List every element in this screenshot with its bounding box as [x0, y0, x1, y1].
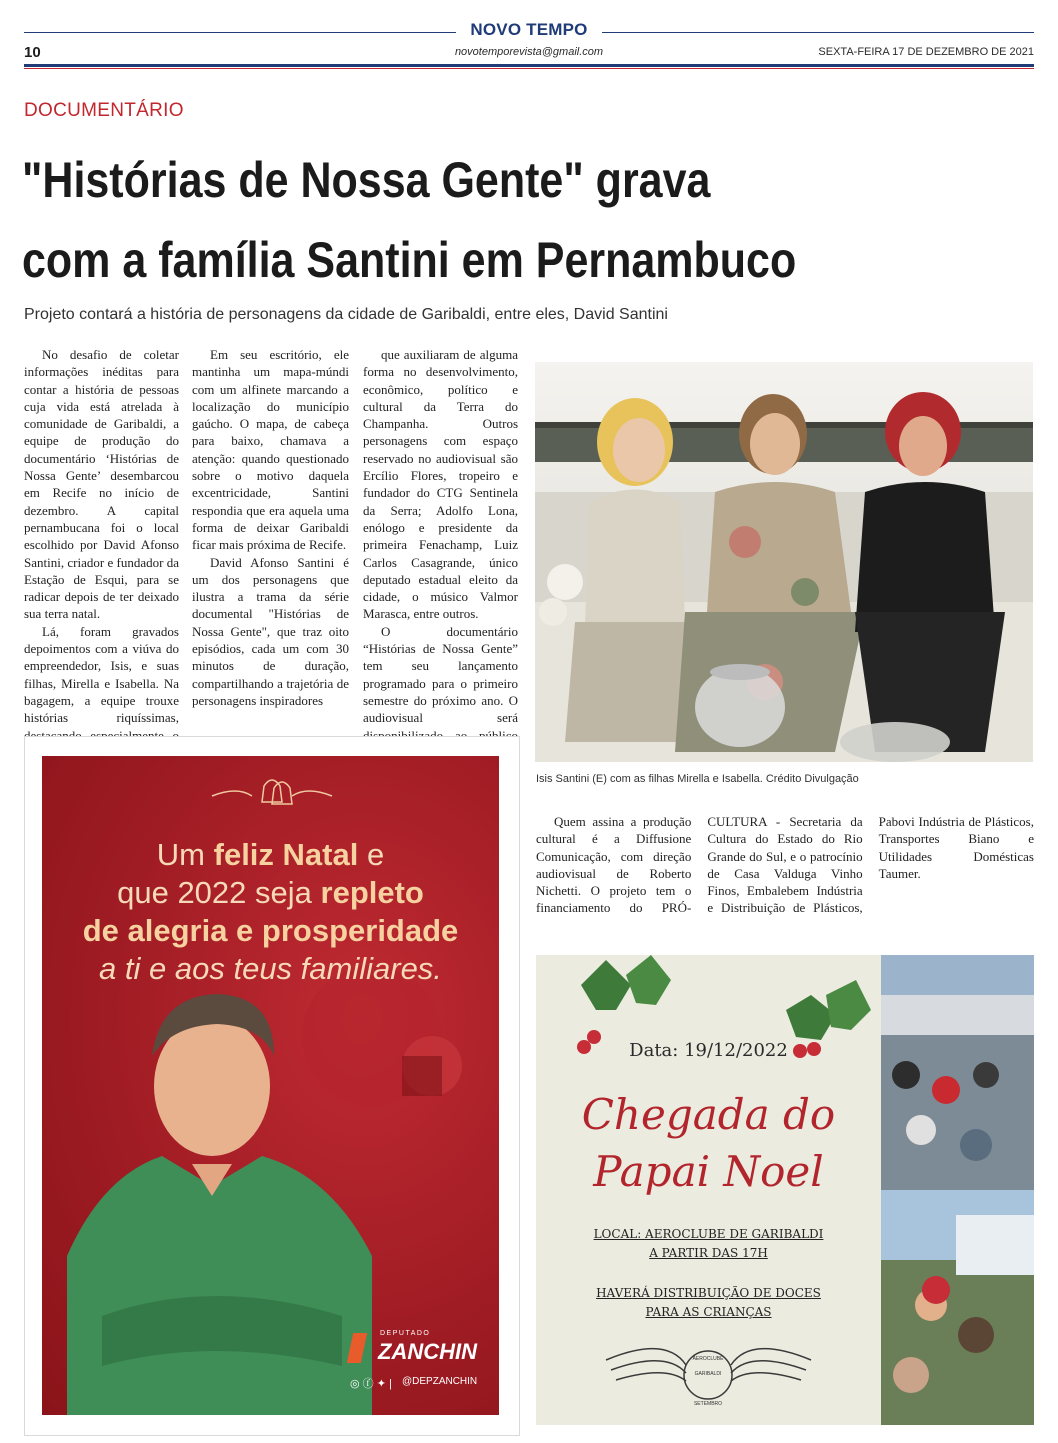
event-info-line-2: PARA AS CRIANÇAS — [645, 1305, 772, 1319]
article-photo — [535, 362, 1033, 762]
paragraph: que auxiliaram de alguma forma no desenvolvimento, econômico, político e cultural da Terra do Champanha. Outros personagens com espaço reservado no audiovisual são Ercílio Flores, tropeiro e fundador do CTG Sentinela da Serra; Adolfo Lona, enólogo e presidente da primeira Fenachamp, Luiz Carlos Casagrande, único deputado estadual eleito da cidade, o músico Valmor Marasca, entre outros. — [363, 347, 518, 622]
ad-brand-name: ZANCHIN — [378, 1339, 477, 1364]
ad-brand-label: DEPUTADO — [380, 1330, 431, 1337]
emblem-mid-text: GARIBALDI — [694, 1371, 722, 1377]
paragraph: Quem assina a produção cultural é a Diffusione Comunicação, com direção audiovisual de Roberto Nichetti. O projeto tem o financiamento do PRÓ-CULTURA - Secretaria da Cultura do Estado do Rio Grande do Sul, e o patrocínio de Casa Valduga Vinho Finos, Embalebem Indústria e Distribuição de Plásticos, Pabovi Indústria de Plásticos, Transportes Biano e Utilidades Domésticas Taumer. — [536, 814, 1034, 916]
publication-name: NOVO TEMPO — [470, 20, 588, 39]
contact-email[interactable]: novotemporevista@gmail.com — [454, 46, 604, 58]
event-date: Data: 19/12/2022 — [629, 1040, 788, 1061]
ad-papai-noel[interactable] — [536, 955, 1034, 1425]
ad-greeting-line-1: Um feliz Natal e — [156, 837, 385, 872]
headline-line-2: com a família Santini em Pernambuco — [22, 232, 797, 288]
headline-line-1: "Histórias de Nossa Gente" grava — [22, 152, 711, 208]
paragraph: No desafio de coletar informações inéditas para contar a história de pessoas cuja vida está atrelada à comunidade de Garibaldi, a equipe de produção do documentário ‘Histórias de Nossa Gente’ desembarcou em Recife no início de dezembro. A capital pernambucana foi o local escolhido por David Afonso Santini, criador e fundador da Estação de Esqui, para se radicar depois de ter deixado sua terra natal. — [24, 347, 179, 622]
paragraph: Lá, foram gravados depoimentos com a viúva do empreendedor, Isis, e suas filhas, Mirella e Isabella. Na bagagem, a equipe trouxe histórias riquíssimas, — [24, 623, 179, 726]
social-icons[interactable]: ◎ ⓕ ✦ | — [350, 1378, 392, 1390]
paragraph: David Afonso Santini é um dos personagens que ilustra a trama da série documental "Histórias de Nossa Gente", que traz oito episódios, cada um com 30 minutos de duração, compartilhando a trajetória de personagens inspiradores — [192, 554, 349, 708]
header-rule-accent — [24, 68, 1034, 69]
header-rule — [24, 64, 1034, 67]
bell-ornament-icon — [212, 780, 332, 804]
article-column-2 — [192, 346, 349, 716]
event-title-line-2: Papai Noel — [593, 1147, 824, 1196]
ad-greeting-line-2: que 2022 seja repleto — [117, 875, 424, 910]
event-title-line-1: Chegada do — [581, 1090, 836, 1139]
ad-zanchin[interactable] — [42, 756, 499, 1415]
page-number: 10 — [24, 44, 41, 61]
ad-social-handle[interactable]: @DEPZANCHIN — [402, 1376, 478, 1387]
event-time: A PARTIR DAS 17H — [649, 1246, 768, 1260]
paragraph: O documentário “Histórias de Nossa Gente” tem seu lançamento programado para o primeiro semestre do próximo ano. O audiovisual será — [363, 623, 518, 726]
emblem-top-text: AEROCLUBE — [692, 1356, 724, 1362]
section-label: DOCUMENTÁRIO — [24, 100, 184, 121]
article-column-1 — [24, 346, 179, 726]
paragraph: Em seu escritório, ele mantinha um mapa-múndi com um alfinete marcando a localização do município gaúcho. O mapa, de cabeça para baixo, chamava a atenção: quando questionado sobre o motivo daquela excentricidade, Santini respondia que era aquela uma forma de deixar Garibaldi ficar mais próxima de Recife. — [192, 347, 349, 553]
event-location: LOCAL: AEROCLUBE DE GARIBALDI — [593, 1227, 824, 1241]
article-column-3 — [363, 346, 518, 726]
headline — [22, 140, 892, 300]
emblem-bottom-text: SETEMBRO — [693, 1401, 723, 1407]
ad-greeting-line-3: de alegria e prosperidade — [82, 913, 459, 948]
subheadline: Projeto contará a história de personagens da cidade de Garibaldi, entre eles, David Santini — [24, 306, 668, 323]
ad-greeting-line-4: a ti e aos teus familiares. — [99, 951, 442, 986]
article-column-4 — [536, 813, 1034, 938]
event-info-line-1: HAVERÁ DISTRIBUIÇÃO DE DOCES — [596, 1286, 821, 1300]
photo-three-women — [535, 362, 1033, 762]
issue-date: SEXTA-FEIRA 17 DE DEZEMBRO DE 2021 — [818, 46, 1034, 58]
photo-caption: Isis Santini (E) com as filhas Mirella e Isabella. Crédito Divulgação — [536, 773, 859, 785]
